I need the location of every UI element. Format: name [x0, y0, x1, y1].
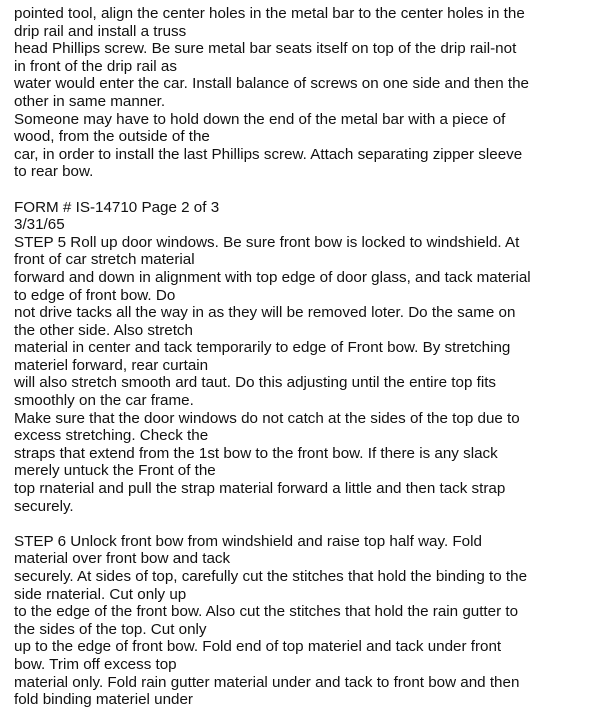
text-line: side rnaterial. Cut only up — [14, 585, 187, 603]
text-line: materiel forward, rear curtain — [14, 356, 209, 374]
text-line: other in same manner. — [14, 92, 166, 110]
text-line: to edge of front bow. Do — [14, 286, 176, 304]
paragraph-step-5 — [14, 199, 594, 516]
text-line: bow. Trim off excess top — [14, 655, 177, 673]
text-line: Make sure that the door windows do not catch at the sides of the top due to — [14, 409, 520, 427]
text-line: will also stretch smooth ard taut. Do this adjusting until the entire top fits — [14, 374, 497, 392]
paragraph-spacer — [14, 181, 594, 199]
text-line: to the edge of the front bow. Also cut the stitches that hold the rain gutter to — [14, 603, 519, 621]
text-line: top rnaterial and pull the strap material forward a little and then tack strap — [14, 480, 506, 498]
text-line: head Phillips screw. Be sure metal bar seats itself on top of the drip rail-not — [14, 40, 517, 58]
text-line: the other side. Also stretch — [14, 321, 193, 339]
text-line: material only. Fold rain gutter material under and tack to front bow and then — [14, 673, 520, 691]
text-line: car, in order to install the last Phillips screw. Attach separating zipper sleeve — [14, 145, 523, 163]
text-line: material in center and tack temporarily to edge of Front bow. By stretching — [14, 339, 511, 357]
text-line: pointed tool, align the center holes in the metal bar to the center holes in the — [14, 5, 525, 22]
paragraph-drip-rail-installation — [14, 5, 594, 181]
text-line: the sides of the top. Cut only — [14, 620, 207, 638]
paragraph-step-6 — [14, 533, 594, 709]
text-line: not drive tacks all the way in as they will be removed loter. Do the same on — [14, 304, 516, 322]
text-line: Someone may have to hold down the end of the metal bar with a piece of — [14, 110, 506, 128]
text-line: wood, from the outside of the — [14, 128, 210, 146]
paragraph-spacer — [14, 515, 594, 533]
text-line: smoothly on the car frame. — [14, 392, 194, 410]
date-line: 3/31/65 — [14, 216, 65, 234]
document-page — [14, 5, 594, 709]
text-line: forward and down in alignment with top edge of door glass, and tack material — [14, 268, 531, 286]
text-line: merely untuck the Front of the — [14, 462, 216, 480]
text-line: securely. — [14, 497, 74, 515]
form-header-line: FORM # IS-14710 Page 2 of 3 — [14, 198, 220, 216]
text-line: to rear bow. — [14, 163, 94, 181]
text-line: straps that extend from the 1st bow to the front bow. If there is any slack — [14, 444, 498, 462]
text-line: water would enter the car. Install balance of screws on one side and then the — [14, 75, 530, 93]
text-line: front of car stretch material — [14, 251, 195, 269]
text-line: securely. At sides of top, carefully cut the stitches that hold the binding to the — [14, 568, 528, 585]
text-line: material over front bow and tack — [14, 550, 231, 568]
text-line: in front of the drip rail as — [14, 57, 177, 75]
text-line: STEP 5 Roll up door windows. Be sure front bow is locked to windshield. At — [14, 233, 520, 251]
text-line: fold binding materiel under — [14, 691, 193, 709]
text-line: drip rail and install a truss — [14, 22, 187, 40]
text-line: up to the edge of front bow. Fold end of top materiel and tack under front — [14, 638, 502, 656]
text-line: STEP 6 Unlock front bow from windshield and raise top half way. Fold — [14, 532, 482, 550]
text-line: excess stretching. Check the — [14, 427, 209, 445]
